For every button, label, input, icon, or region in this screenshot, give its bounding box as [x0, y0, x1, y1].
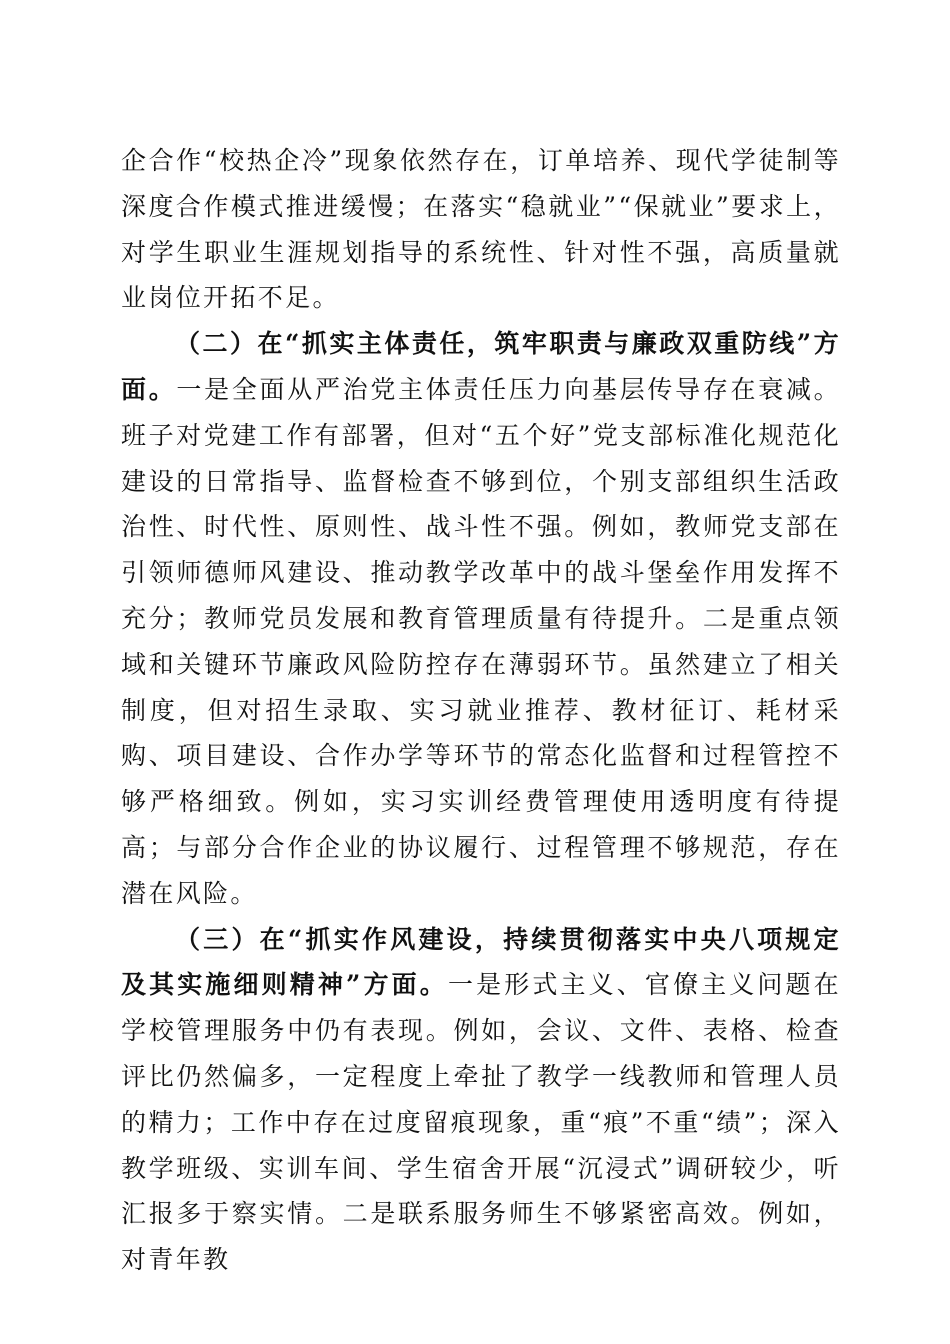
- paragraph-section-2: [121, 321, 841, 916]
- document-body: [121, 138, 841, 1283]
- paragraph-1-body: 企合作“校热企冷”现象依然存在，订单培养、现代学徒制等深度合作模式推进缓慢；在落实“稳就业”“保就业”要求上，对学生职业生涯规划指导的系统性、针对性不强，高质量就业岗位开拓不足。: [121, 146, 841, 313]
- section-2-heading: （二）在“抓实主体责任，筑牢职责与廉政双重防线”方面。: [121, 329, 841, 404]
- section-3-heading: （三）在“抓实作风建设，持续贯彻落实中央八项规定及其实施细则精神”方面。: [121, 924, 841, 1000]
- section-3-body: 一是形式主义、官僚主义问题在学校管理服务中仍有表现。例如，会议、文件、表格、检查评比仍然偏多，一定程度上牵扯了教学一线教师和管理人员的精力；工作中存在过度留痕现象，重“痕”不重“绩”；深入教学班级、实训车间、学生宿舍开展“沉浸式”调研较少，听汇报多于察实情。二是联系服务师生不够紧密高效。例如，对青年教: [121, 970, 841, 1275]
- paragraph-section-3: [121, 917, 841, 1283]
- paragraph-continuation: [121, 138, 841, 321]
- section-2-body: 一是全面从严治党主体责任压力向基层传导存在衰减。班子对党建工作有部署，但对“五个好”党支部标准化规范化建设的日常指导、监督检查不够到位，个别支部组织生活政治性、时代性、原则性、战斗性不强。例如，教师党支部在引领师德师风建设、推动教学改革中的战斗堡垒作用发挥不充分；教师党员发展和教育管理质量有待提升。二是重点领域和关键环节廉政风险防控存在薄弱环节。虽然建立了相关制度，但对招生录取、实习就业推荐、教材征订、耗材采购、项目建设、合作办学等环节的常态化监督和过程管控不够严格细致。例如，实习实训经费管理使用透明度有待提高；与部分合作企业的协议履行、过程管理不够规范，存在潜在风险。: [121, 374, 842, 908]
